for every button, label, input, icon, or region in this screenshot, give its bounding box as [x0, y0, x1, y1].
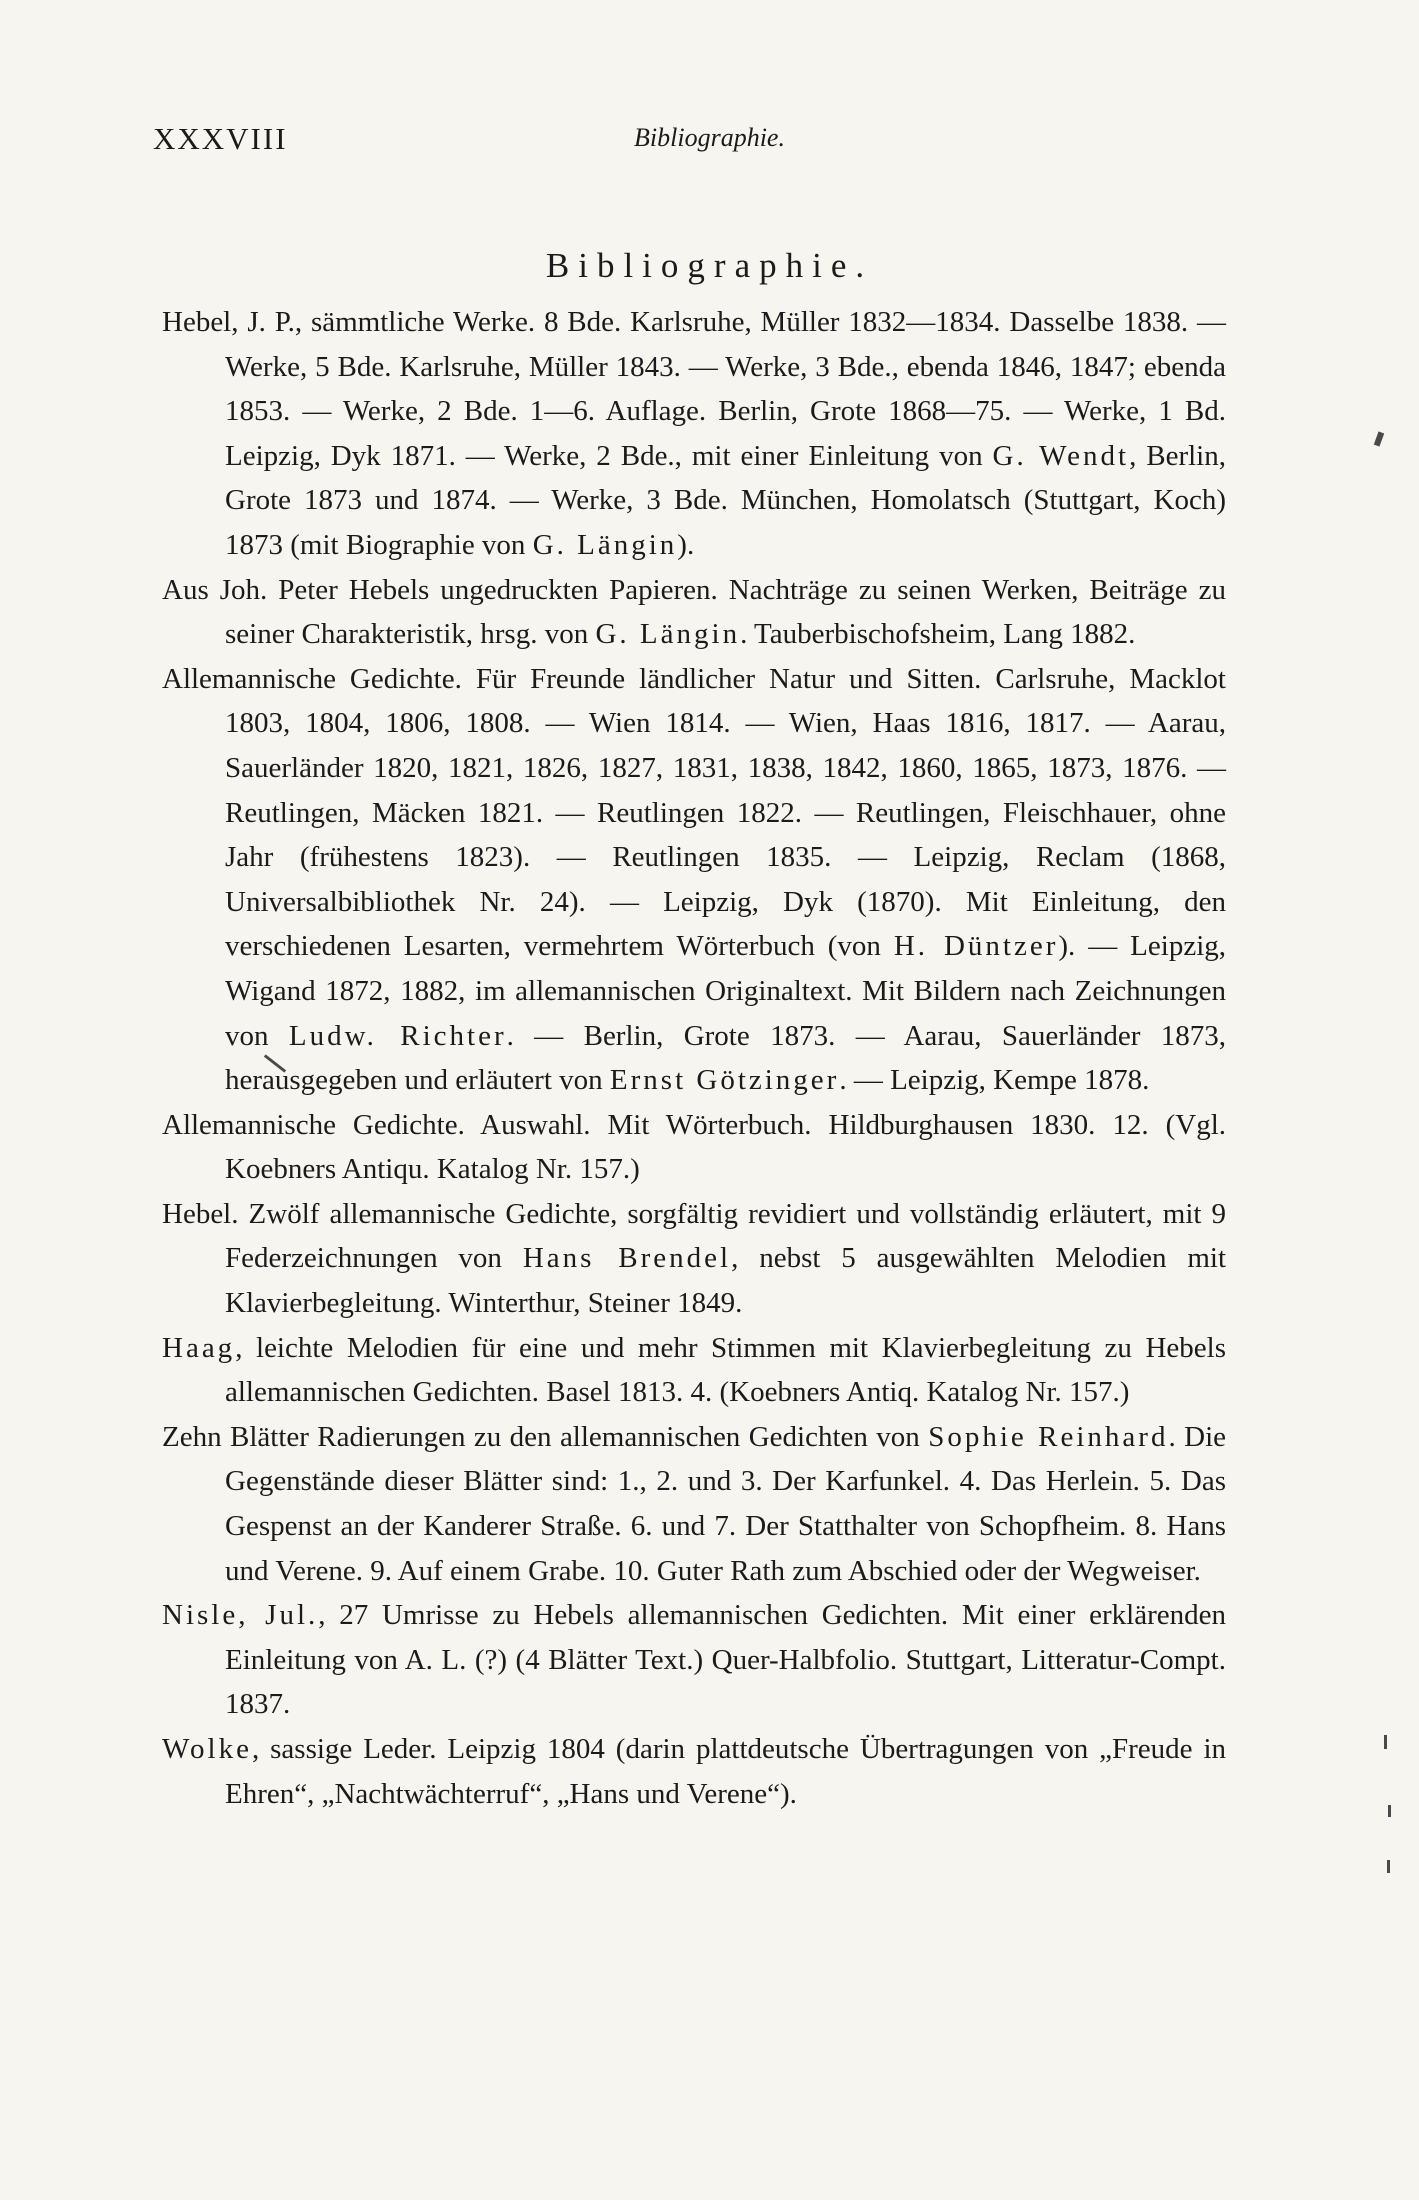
- spaced-name: Hans Brendel: [522, 1242, 732, 1275]
- entry-text: ).: [677, 528, 695, 561]
- entry-text: Allemannische Gedichte. Auswahl. Mit Wörterbuch. Hildburghausen 1830. 12. (Vgl. Koebners Antiqu. Katalog Nr. 157.): [162, 1108, 1226, 1186]
- entry-text: , 27 Umrisse zu Hebels allemannischen Gedichten. Mit einer erklärenden Einleitung von A. L. (?) (4 Blätter Text.) Quer-Halbfolio. Stuttgart, Litteratur-Compt. 1837.: [225, 1599, 1226, 1721]
- margin-mark: [1387, 1860, 1390, 1873]
- bibliography-entry: [162, 1103, 1226, 1192]
- entry-text: Aus Joh. Peter Hebels ungedruckten Papieren. Nachträge zu seinen Werken, Beiträge zu seiner Charakteristik, hrsg. von: [162, 573, 1226, 651]
- entry-text: . — Berlin, Grote 1873. — Aarau, Sauerländer 1873, herausgegeben und erläutert von: [225, 1019, 1227, 1097]
- spaced-name: G. Längin: [532, 528, 678, 561]
- bibliography-entry: [162, 1415, 1226, 1593]
- spaced-name: Wolke: [162, 1733, 252, 1765]
- margin-mark: [1374, 431, 1384, 446]
- entry-text: , nebst 5 ausgewählten Melodien mit Klavierbegleitung. Winterthur, Steiner 1849.: [225, 1242, 1227, 1320]
- spaced-name: Nisle, Jul.: [162, 1599, 319, 1632]
- bibliography-list: [162, 300, 1226, 1816]
- section-title: Bibliographie.: [545, 246, 874, 285]
- entry-text: . Tauberbischofsheim, Lang 1882.: [740, 618, 1136, 651]
- running-head: Bibliographie.: [634, 123, 785, 152]
- page-number: XXXVIII: [153, 121, 288, 156]
- bibliography-entry: [162, 1593, 1226, 1727]
- spaced-name: G. Längin: [595, 618, 741, 651]
- spaced-name: Ernst Götzinger: [609, 1064, 840, 1097]
- spaced-name: Ludw. Richter: [288, 1019, 507, 1052]
- entry-text: . Die Gegenstände dieser Blätter sind: 1., 2. und 3. Der Karfunkel. 4. Das Herlein. 5. Das Gespenst an der Kanderer Straße. 6. und 7. Der Statthalter von Schopfheim. 8. Hans und Verene. 9. Auf einem Grabe. 10. Guter Rath zum Abschied oder der Wegweiser.: [225, 1420, 1226, 1587]
- entry-text: Zehn Blätter Radierungen zu den allemannischen Gedichten von: [162, 1420, 929, 1453]
- entry-text: Allemannische Gedichte. Für Freunde ländlicher Natur und Sitten. Carlsruhe, Macklot 1803, 1804, 1806, 1808. — Wien 1814. — Wien, Haas 1816, 1817. — Aarau, Sauerländer 1820, 1821, 1826, 1827, 1831, 1838, 1842, 1860, 1865, 1873, 1876. — Reutlingen, Mäcken 1821. — Reutlingen 1822. — Reutlingen, Fleischhauer, ohne Jahr (frühestens 1823). — Reutlingen 1835. — Leipzig, Reclam (1868, Universalbibliothek Nr. 24). — Leipzig, Dyk (1870). Mit Einleitung, den verschiedenen Lesarten, vermehrtem Wörterbuch (von: [162, 662, 1226, 963]
- bibliography-entry: [162, 568, 1226, 657]
- spaced-name: G. Wendt: [992, 439, 1130, 472]
- spaced-name: H. Düntzer: [893, 930, 1059, 963]
- margin-mark: [1384, 1735, 1387, 1749]
- bibliography-entry: [162, 1727, 1226, 1816]
- spaced-name: Haag: [162, 1331, 236, 1364]
- bibliography-entry: [162, 1326, 1226, 1415]
- spaced-name: Sophie Reinhard: [928, 1420, 1169, 1453]
- entry-text: , Berlin, Grote 1873 und 1874. — Werke, 3 Bde. München, Homolatsch (Stuttgart, Koch) 1873 (mit Biographie von: [225, 439, 1226, 561]
- entry-text: , sassige Leder. Leipzig 1804 (darin plattdeutsche Übertragungen von „Freude in Ehren“, „Nachtwächterruf“, „Hans und Verene“).: [225, 1733, 1226, 1810]
- entry-text: . — Leipzig, Kempe 1878.: [839, 1064, 1150, 1097]
- bibliography-entry: [162, 300, 1226, 568]
- bibliography-entry: [162, 657, 1226, 1103]
- entry-text: Hebel. Zwölf allemannische Gedichte, sorgfältig revidiert und vollständig erläutert, mit 9 Federzeichnungen von: [162, 1197, 1226, 1275]
- entry-text: Hebel, J. P., sämmtliche Werke. 8 Bde. Karlsruhe, Müller 1832—1834. Dasselbe 1838. — Werke, 5 Bde. Karlsruhe, Müller 1843. — Werke, 3 Bde., ebenda 1846, 1847; ebenda 1853. — Werke, 2 Bde. 1—6. Auflage. Berlin, Grote 1868—75. — Werke, 1 Bd. Leipzig, Dyk 1871. — Werke, 2 Bde., mit einer Einleitung von: [162, 306, 1226, 472]
- margin-mark: [1388, 1805, 1391, 1817]
- bibliography-entry: [162, 1192, 1226, 1326]
- entry-text: ). — Leipzig, Wigand 1872, 1882, im allemannischen Originaltext. Mit Bildern nach Zeichnungen von: [225, 930, 1226, 1052]
- entry-text: , leichte Melodien für eine und mehr Stimmen mit Klavierbegleitung zu Hebels allemannischen Gedichten. Basel 1813. 4. (Koebners Antiq. Katalog Nr. 157.): [225, 1331, 1226, 1409]
